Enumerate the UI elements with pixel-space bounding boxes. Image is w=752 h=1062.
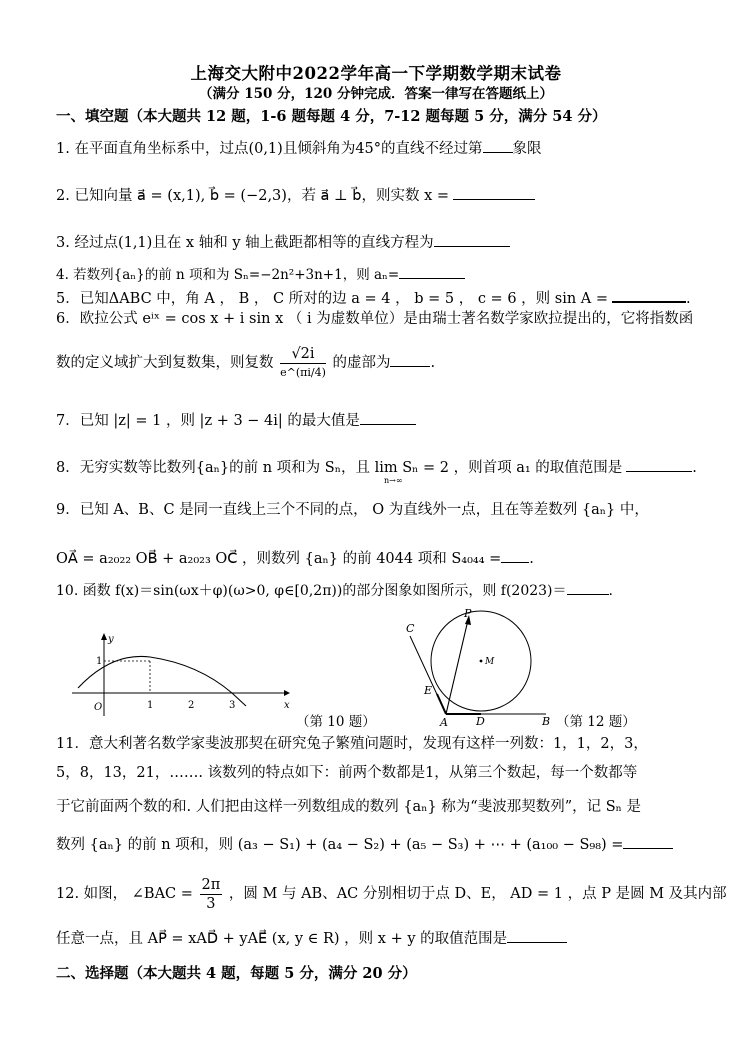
question-3 <box>56 232 510 252</box>
question-12-line-1 <box>56 872 727 916</box>
figure-10-graph <box>68 630 294 720</box>
question-12-text-2: ，圆 M 与 AB、AC 分别相切于点 D、E， AD = 1 ，点 P 是圆 M 及其内部 <box>228 886 727 902</box>
limit-subscript: n→∞ <box>384 476 403 485</box>
label-c: C <box>406 622 415 635</box>
question-6-text-2: 的虚部为 <box>332 355 391 371</box>
answer-blank-3 <box>434 232 510 247</box>
question-11-text: 数列 {aₙ} 的前 n 项和，则 (a₃ − S₁) + (a₄ − S₂) + (a₅ − S₃) + ⋯ + (a₁₀₀ − S₉₈) = <box>56 837 624 853</box>
question-11-line-3: 于它前面两个数的和. 人们把由这样一列数组成的数列 {aₙ} 称为“斐波那契数列”，记 Sₙ 是 <box>56 799 642 815</box>
question-5-text: 5．已知ΔABC 中，角 A ， B ， C 所对的边 a = 4 ， b = 5 ， c = 6 ，则 sin A = <box>56 291 609 307</box>
question-1-tail: 象限 <box>512 141 542 157</box>
question-9-line-2 <box>56 548 534 568</box>
question-1 <box>56 138 542 158</box>
exam-title: 上海交大附中2022学年高一下学期数学期末试卷 <box>190 64 562 83</box>
question-11-line-2: 5，8，13，21，……. 该数列的特点如下：前两个数都是1，从第三个数起，每一个数都等 <box>56 765 638 781</box>
answer-blank-11 <box>623 834 673 849</box>
y-axis-arrow <box>101 633 107 640</box>
center-m-point <box>480 660 483 663</box>
question-9-line-1: 9．已知 A、B、C 是同一直线上三个不同的点， O 为直线外一点，且在等差数列 {aₙ} 中， <box>56 502 649 518</box>
sine-curve <box>78 656 246 706</box>
question-11-line-1: 11．意大利著名数学家斐波那契在研究兔子繁殖问题时，发现有这样一列数：1，1，2，3， <box>56 736 648 752</box>
question-11-line-4 <box>56 834 673 854</box>
question-6-fraction <box>280 345 326 382</box>
x-axis-arrow <box>284 690 290 696</box>
section-1-heading: 一、填空题（本大题共 12 题，1-6 题每题 4 分，7-12 题每题 5 分，满分 54 分） <box>56 108 607 125</box>
answer-blank-7 <box>360 410 416 425</box>
answer-blank-9 <box>501 548 529 563</box>
label-p: P <box>464 608 472 620</box>
question-10-text: 10. 函数 f(x)＝sin(ωx＋φ)(ω>0, φ∈[0,2π))的部分图象如图所示，则 f(2023)＝ <box>56 583 567 599</box>
vector-ap <box>446 620 468 714</box>
question-2-text: 2. 已知向量 a⃗ = (x,1), b⃗ = (−2,3)，若 a⃗ ⊥ b⃗，则实数 x = <box>56 188 450 204</box>
answer-blank-6 <box>390 352 430 367</box>
question-6-tail: . <box>430 355 436 371</box>
question-2 <box>56 185 535 205</box>
question-9-text: OA⃗ = a₂₀₂₂ OB⃗ + a₂₀₂₃ OC⃗ ，则数列 {aₙ} 的前 4044 项和 S₄₀₄₄ = <box>56 551 502 567</box>
x-tick-3: 3 <box>229 700 236 711</box>
vector-ae <box>437 694 446 714</box>
label-d: D <box>476 715 485 726</box>
question-1-text: 1. 在平面直角坐标系中，过点(0,1)且倾斜角为45°的直线不经过第 <box>56 141 483 157</box>
question-12-fraction <box>200 876 223 913</box>
label-m: M <box>485 657 495 667</box>
answer-blank-12 <box>507 928 567 943</box>
answer-blank-5 <box>612 287 686 303</box>
label-a: A <box>440 716 448 726</box>
fraction-denominator: e^(πi/4) <box>280 365 326 379</box>
question-8-text: 8．无穷实数等比数列{aₙ}的前 n 项和为 Sₙ，且 lim Sₙ = 2 ，则首项 a₁ 的取值范围是 <box>56 460 623 476</box>
figure-12-diagram <box>398 608 558 726</box>
label-b: B <box>542 715 551 726</box>
fraction-denominator: 3 <box>206 895 216 912</box>
question-6-line-1: 6．欧拉公式 eⁱˣ = cos x + i sin x （ i 为虚数单位）是由瑞士著名数学家欧拉提出的，它将指数函 <box>56 311 694 327</box>
question-12-text: 12. 如图， ∠BAC = <box>56 886 193 902</box>
y-tick-1: 1 <box>96 656 103 667</box>
answer-blank-1 <box>483 138 513 153</box>
question-4 <box>56 264 465 284</box>
figure-10-caption: （第 10 题） <box>296 714 376 730</box>
exam-subtitle: （满分 150 分，120 分钟完成．答案一律写在答题纸上） <box>199 86 553 102</box>
question-12-text-3: 任意一点，且 AP⃗ = xAD⃗ + yAE⃗ (x, y ∈ R) ，则 x + y 的取值范围是 <box>56 931 508 947</box>
x-tick-2: 2 <box>188 700 195 711</box>
origin-label: O <box>94 702 103 713</box>
x-tick-1: 1 <box>147 700 154 711</box>
question-6-text: 数的定义域扩大到复数集，则复数 <box>56 355 274 371</box>
question-7 <box>56 410 416 430</box>
answer-blank-2 <box>453 185 535 200</box>
section-2-heading: 二、选择题（本大题共 4 题，每题 5 分，满分 20 分） <box>56 965 417 982</box>
fraction-numerator: √2i <box>280 345 326 364</box>
question-3-text: 3. 经过点(1,1)且在 x 轴和 y 轴上截距都相等的直线方程为 <box>56 235 434 251</box>
question-10-tail: . <box>608 583 613 599</box>
question-10 <box>56 580 613 600</box>
question-5 <box>56 287 691 308</box>
question-12-line-2 <box>56 928 567 948</box>
label-e: E <box>424 684 433 697</box>
question-8 <box>56 457 697 477</box>
question-9-tail: . <box>529 551 534 567</box>
fraction-numerator: 2π <box>201 876 221 893</box>
question-5-tail: . <box>686 291 691 307</box>
y-label: y <box>108 634 114 645</box>
x-label: x <box>284 700 290 711</box>
figure-12-caption: （第 12 题） <box>556 714 636 730</box>
question-8-tail: . <box>692 460 697 476</box>
answer-blank-10 <box>567 580 609 595</box>
answer-blank-8 <box>626 457 692 472</box>
question-6-line-2 <box>56 340 435 386</box>
answer-blank-4 <box>399 264 465 279</box>
question-4-text: 4. 若数列{aₙ}的前 n 项和为 Sₙ=−2n²+3n+1，则 aₙ= <box>56 267 400 283</box>
question-7-text: 7．已知 |z| = 1 ，则 |z + 3 − 4i| 的最大值是 <box>56 413 360 429</box>
